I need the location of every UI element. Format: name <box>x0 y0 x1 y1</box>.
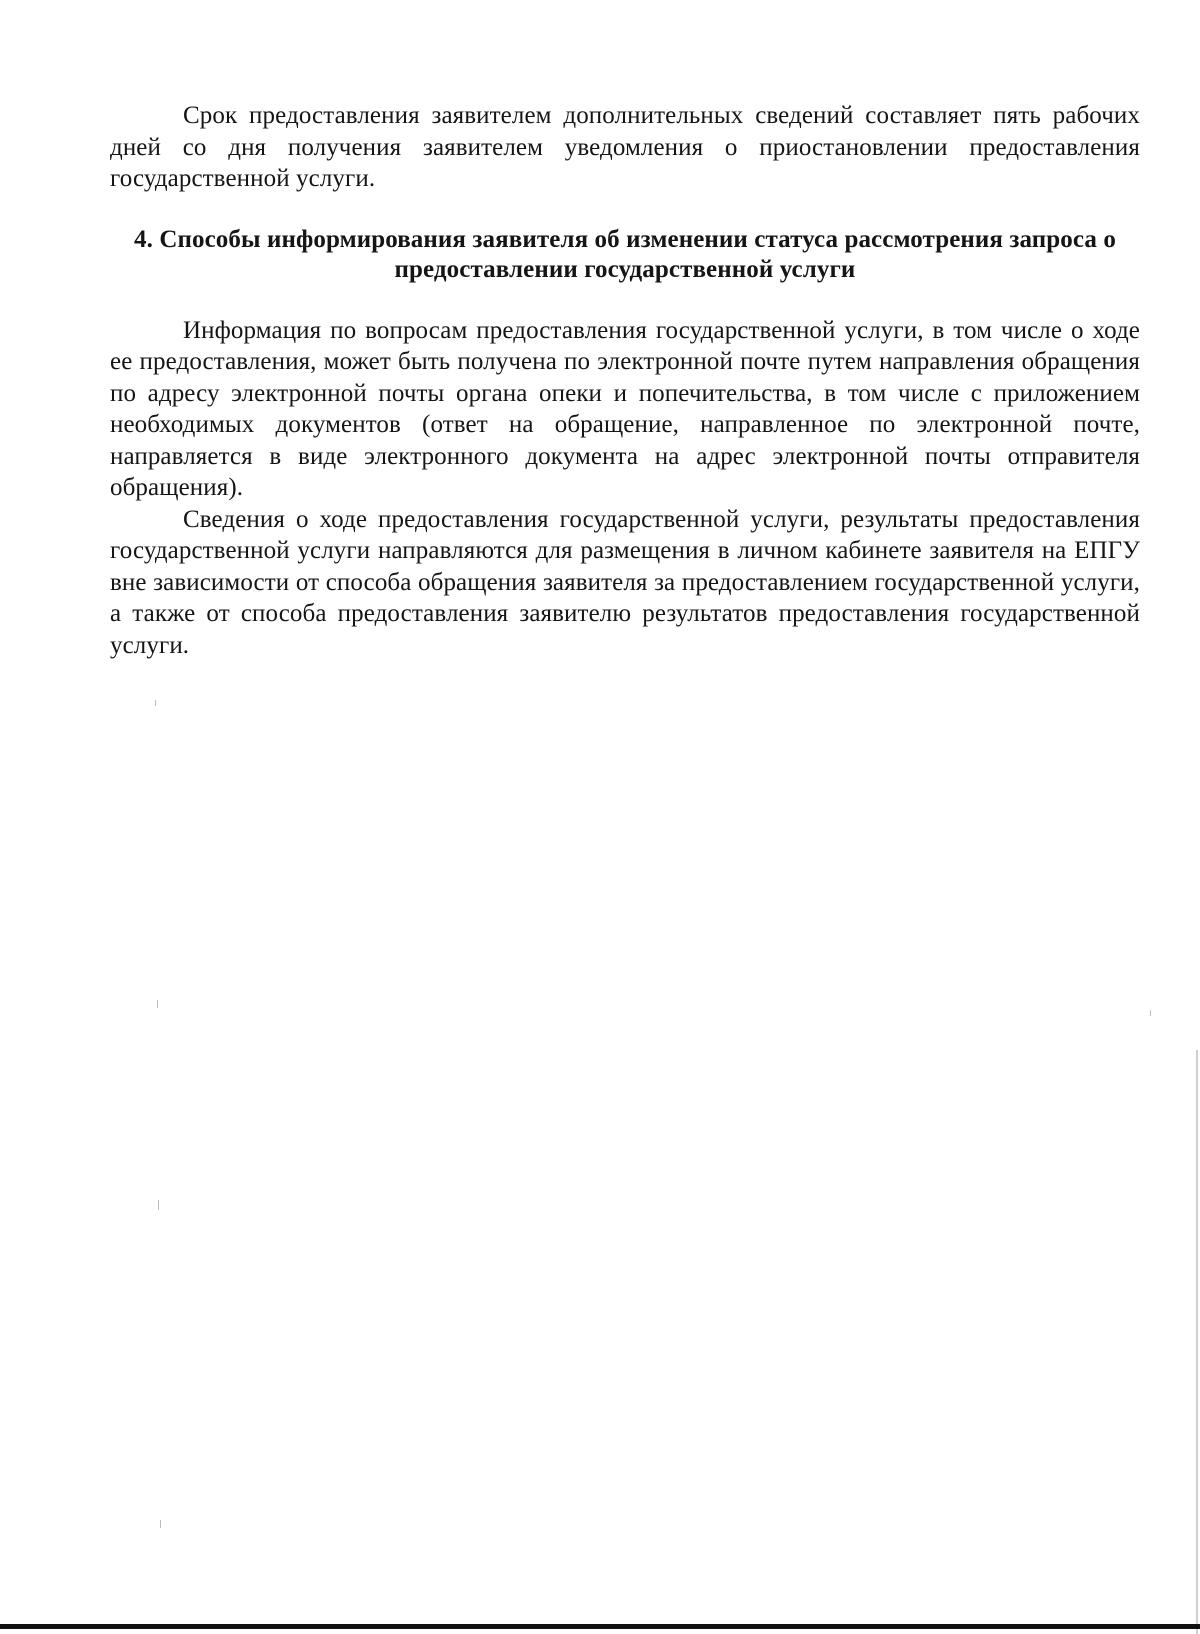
scan-bottom-edge <box>0 1624 1200 1629</box>
scan-artifact-left-2 <box>157 1000 158 1008</box>
section-heading: 4. Способы информирования заявителя об изменении статуса рассмотрения запроса о предоставлении государственной услуги <box>134 225 1116 283</box>
scan-artifact-left-4 <box>160 1520 161 1528</box>
scan-right-edge <box>1196 1050 1198 1634</box>
scan-artifact-right <box>1150 1010 1151 1016</box>
document-body <box>110 100 1140 661</box>
paragraph-deadline: Срок предоставления заявителем дополнительных сведений составляет пять рабочих дней со дня получения заявителем уведомления о приостановлении предоставления государственной услуги. <box>110 102 1140 192</box>
scan-artifact-left-1 <box>155 700 156 706</box>
paragraph-email-info: Информация по вопросам предоставления государственной услуги, в том числе о ходе ее предоставления, может быть получена по электронной почте путем направления обращения по адресу электронной почты органа опеки и попечительства, в том числе с приложением необходимых документов (ответ на обращение, направленное по электронной почте, направляется в виде электронного документа на адрес электронной почты отправителя обращения). <box>110 316 1140 501</box>
paragraph-epgu-info: Сведения о ходе предоставления государственной услуги, результаты предоставления государственной услуги направляются для размещения в личном кабинете заявителя на ЕПГУ вне зависимости от способа обращения заявителя за предоставлением государственной услуги, а также от способа предоставления заявителю результатов предоставления государственной услуги. <box>110 505 1140 659</box>
scan-artifact-left-3 <box>158 1200 159 1210</box>
